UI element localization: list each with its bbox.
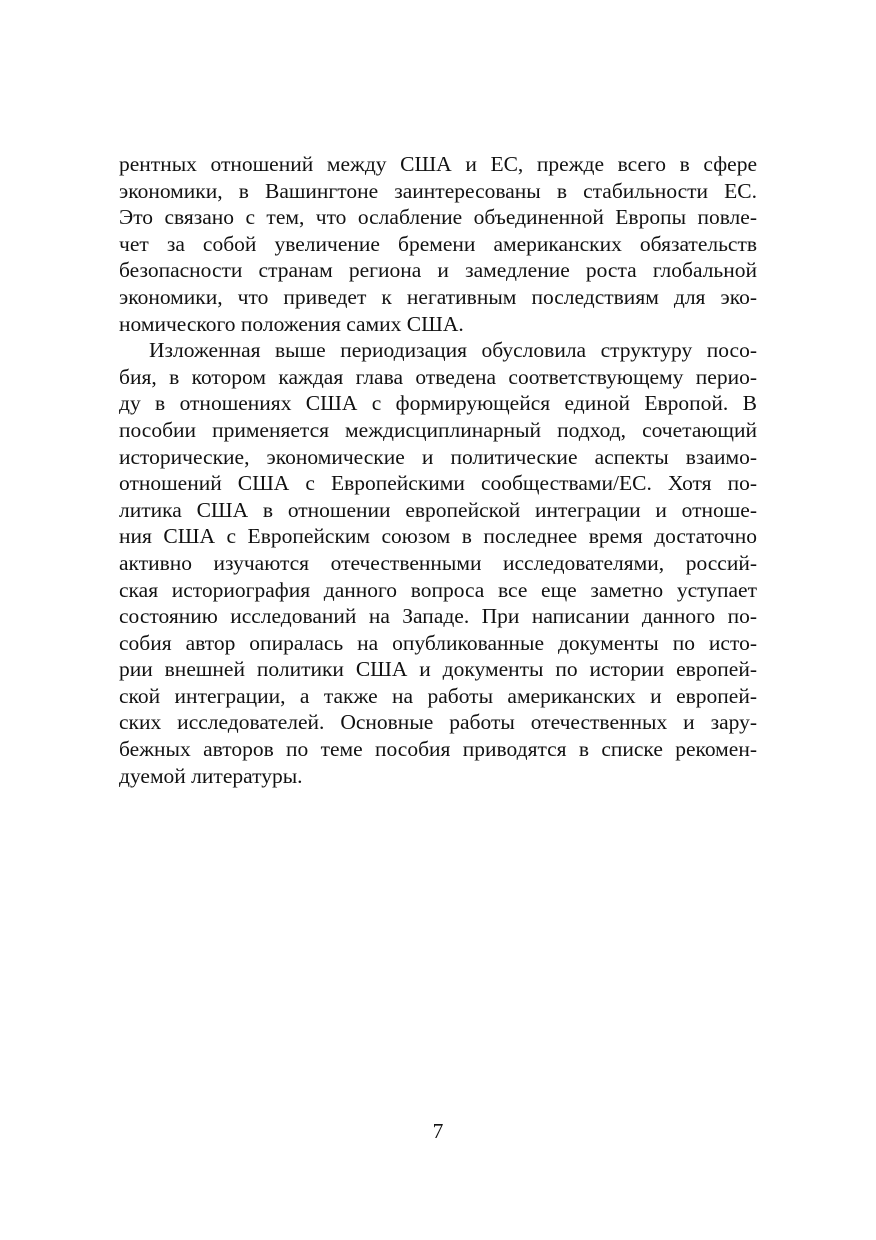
paragraph-2-line-15: ских исследователей. Основные работы отечественных и зару- — [119, 710, 757, 735]
paragraph-2-line-3: ду в отношениях США с формирующейся единой Европой. В — [119, 391, 757, 416]
paragraph-2-line-6: отношений США с Европейскими сообществами/ЕС. Хотя по- — [119, 471, 757, 496]
paragraph-2-line-12: собия автор опиралась на опубликованные документы по исто- — [119, 630, 757, 655]
paragraph-1-line-3: Это связано с тем, что ослабление объединенной Европы повле- — [119, 205, 757, 230]
paragraph-2-line-2: бия, в котором каждая глава отведена соответствующему перио- — [119, 364, 757, 389]
paragraph-1-line-7: номического положения самих США. — [119, 311, 464, 336]
paragraph-1-line-2: экономики, в Вашингтоне заинтересованы в стабильности ЕС. — [119, 178, 757, 203]
paragraph-1-line-6: экономики, что приведет к негативным последствиям для эко- — [119, 284, 757, 309]
paragraph-2-line-13: рии внешней политики США и документы по истории европей- — [119, 657, 757, 682]
paragraph-2-line-16: бежных авторов по теме пособия приводятся в списке рекомен- — [119, 737, 757, 762]
paragraph-2-line-5: исторические, экономические и политические аспекты взаимо- — [119, 444, 757, 469]
paragraph-2-line-11: состоянию исследований на Западе. При написании данного по- — [119, 604, 757, 629]
paragraph-1-line-4: чет за собой увеличение бремени американских обязательств — [119, 231, 757, 256]
paragraph-2-line-4: пособии применяется междисциплинарный подход, сочетающий — [119, 417, 757, 442]
paragraph-2-line-14: ской интеграции, а также на работы американских и европей- — [119, 683, 757, 708]
paragraph-2-line-9: активно изучаются отечественными исследователями, россий- — [119, 550, 757, 575]
paragraph-2-line-7: литика США в отношении европейской интеграции и отноше- — [119, 497, 757, 522]
paragraph-2-line-1: Изложенная выше периодизация обусловила структуру посо- — [149, 338, 757, 363]
page-number: 7 — [432, 1119, 444, 1143]
paragraph-2-line-8: ния США с Европейским союзом в последнее время достаточно — [119, 524, 757, 549]
paragraph-2-line-17: дуемой литературы. — [119, 763, 303, 788]
paragraph-1-line-5: безопасности странам региона и замедление роста глобальной — [119, 258, 757, 283]
paragraph-2-line-10: ская историография данного вопроса все еще заметно уступает — [119, 577, 757, 602]
body-text — [119, 151, 757, 789]
paragraph-1-line-1: рентных отношений между США и ЕС, прежде всего в сфере — [119, 152, 757, 176]
